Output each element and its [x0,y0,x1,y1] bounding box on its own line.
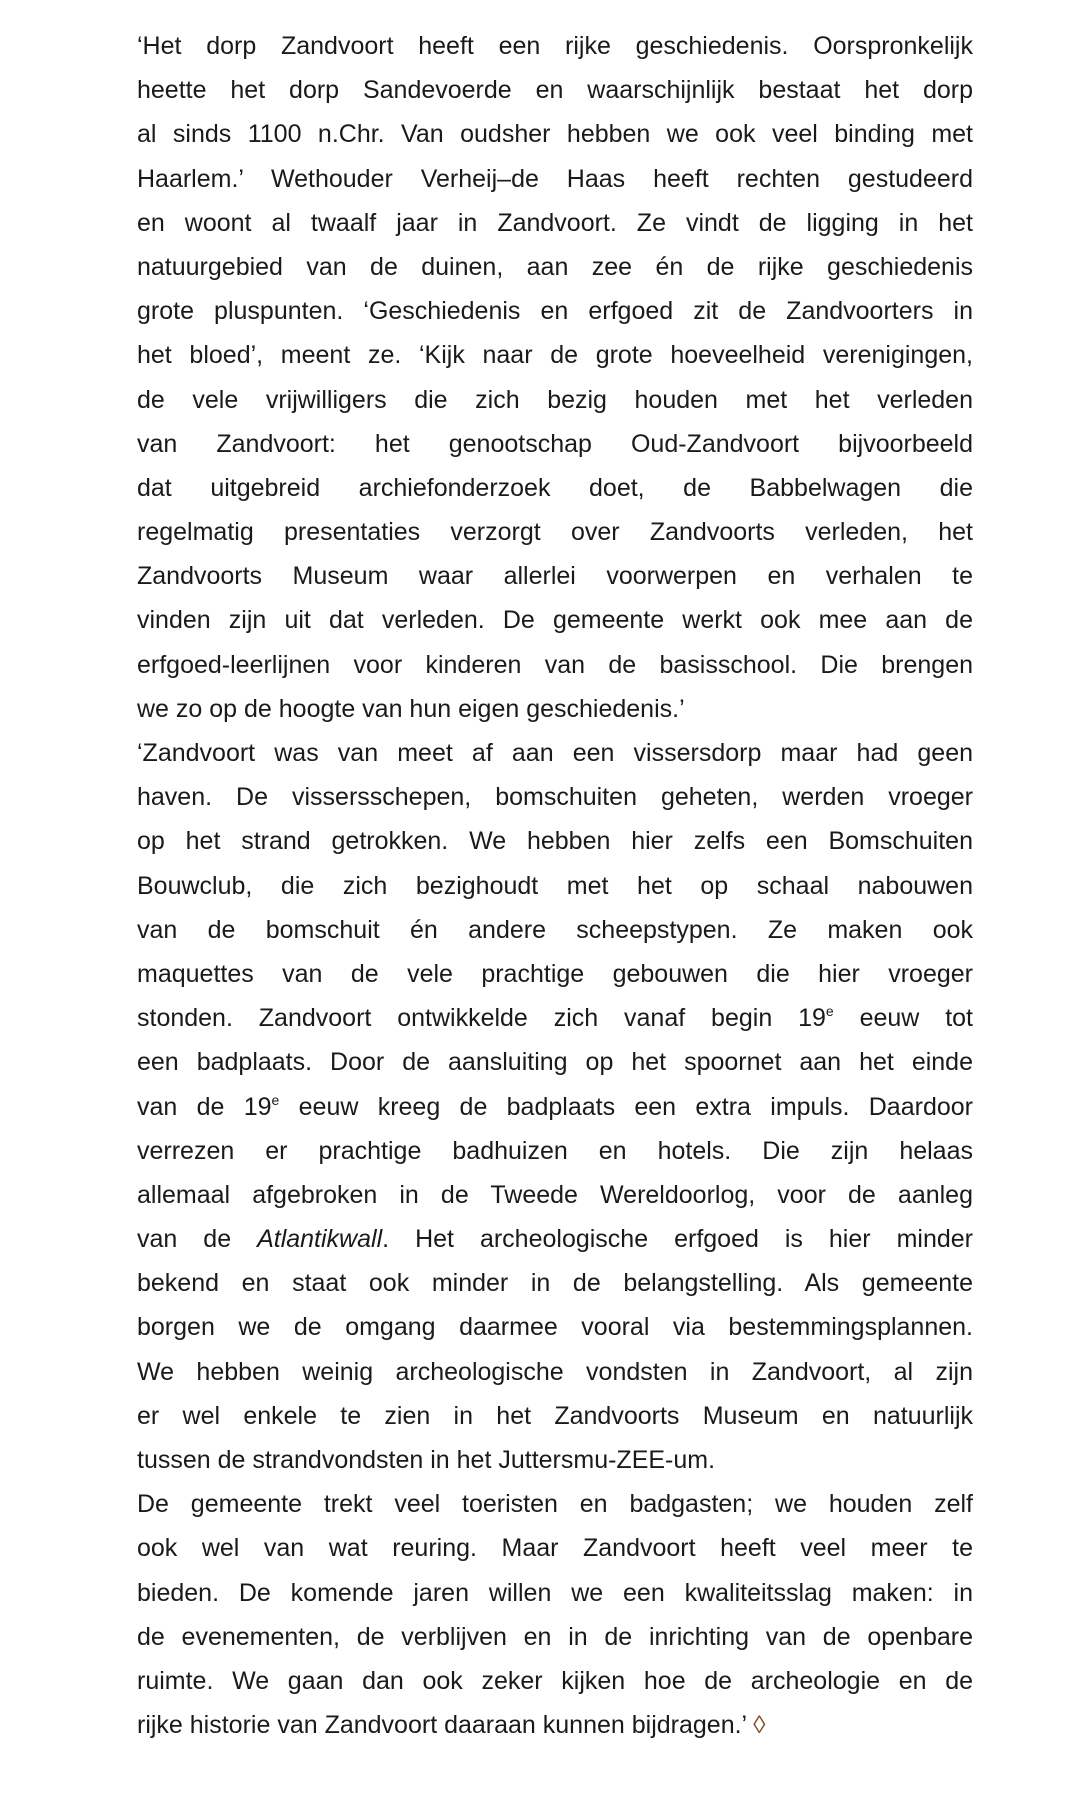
text-line: Haarlem.’ Wethouder Verheij–de Haas heeft rechten gestudeerd [137,164,973,193]
text-line: dat uitgebreid archiefonderzoek doet, de Babbelwagen die [137,473,973,502]
text-line: De gemeente trekt veel toeristen en badgasten; we houden zelf [137,1490,973,1519]
text-line: Zandvoorts Museum waar allerlei voorwerpen en verhalen te [137,562,973,591]
text-line: natuurgebied van de duinen, aan zee én de rijke geschiedenis [137,252,973,281]
superscript: e [271,1091,280,1108]
text-line: bekend en staat ook minder in de belangstelling. Als gemeente [137,1269,973,1298]
text-segment: van de [137,1225,258,1254]
text-line: allemaal afgebroken in de Tweede Wereldoorlog, voor de aanleg [137,1180,973,1209]
text-line: heette het dorp Sandevoerde en waarschijnlijk bestaat het dorp [137,76,973,105]
paragraph [137,731,973,1482]
text-segment: rijke historie van Zandvoort daaraan kunnen bijdragen.’ [137,1711,754,1740]
text-segment: stonden. Zandvoort ontwikkelde zich vanaf begin 19 [137,1004,826,1033]
text-line: maquettes van de vele prachtige gebouwen die hier vroeger [137,959,973,988]
text-segment: eeuw kreeg de badplaats een extra impuls. Daardoor [279,1092,973,1121]
text-line: bieden. De komende jaren willen we een kwaliteitsslag maken: in [137,1578,973,1607]
text-line: We hebben weinig archeologische vondsten in Zandvoort, al zijn [137,1357,973,1386]
text-line: we zo op de hoogte van hun eigen geschiedenis.’ [137,694,685,723]
text-line: en woont al twaalf jaar in Zandvoort. Ze vindt de ligging in het [137,208,973,237]
text-line: borgen we de omgang daarmee vooral via bestemmingsplannen. [137,1313,973,1342]
text-line: van Zandvoort: het genootschap Oud-Zandvoort bijvoorbeeld [137,429,973,458]
text-line: haven. De vissersschepen, bomschuiten geheten, werden vroeger [137,783,973,812]
text-line: grote pluspunten. ‘Geschiedenis en erfgoed zit de Zandvoorters in [137,297,973,326]
text-line: tussen de strandvondsten in het Juttersmu-ZEE-um. [137,1446,716,1474]
text-segment: . Het archeologische erfgoed is hier minder [382,1225,973,1254]
text-line [137,1085,973,1129]
text-line: op het strand getrokken. We hebben hier zelfs een Bomschuiten [137,827,973,856]
text-segment: eeuw tot [833,1004,973,1033]
text-line: er wel enkele te zien in het Zandvoorts Museum en natuurlijk [137,1401,973,1430]
text-line: van de bomschuit én andere scheepstypen. Ze maken ook [137,915,973,944]
text-line: Bouwclub, die zich bezighoudt met het op schaal nabouwen [137,871,973,900]
text-line: de vele vrijwilligers die zich bezig houden met het verleden [137,385,973,414]
text-line: al sinds 1100 n.Chr. Van oudsher hebben we ook veel binding met [137,120,973,149]
text-line: regelmatig presentaties verzorgt over Zandvoorts verleden, het [137,518,973,547]
text-line: vinden zijn uit dat verleden. De gemeente werkt ook mee aan de [137,606,973,635]
text-line: ‘Zandvoort was van meet af aan een vissersdorp maar had geen [137,739,973,767]
text-line: verrezen er prachtige badhuizen en hotels. Die zijn helaas [137,1136,973,1165]
paragraph [137,1482,973,1747]
text-line: ‘Het dorp Zandvoort heeft een rijke geschiedenis. Oorspronkelijk [137,32,973,60]
end-mark-icon: ◊ [753,1711,766,1740]
text-line [137,996,973,1040]
italic-text: Atlantikwall [257,1225,383,1254]
superscript: e [825,1003,834,1020]
text-line: erfgoed-leerlijnen voor kinderen van de basisschool. Die brengen [137,650,973,679]
article-body [137,24,973,1747]
text-line: de evenementen, de verblijven en in de inrichting van de openbare [137,1622,973,1651]
paragraph [137,24,973,731]
text-line: het bloed’, meent ze. ‘Kijk naar de grote hoeveelheid verenigingen, [137,341,973,370]
text-line [137,1703,973,1747]
text-line: ook wel van wat reuring. Maar Zandvoort heeft veel meer te [137,1534,973,1563]
text-line: een badplaats. Door de aansluiting op het spoornet aan het einde [137,1048,973,1077]
text-line [137,1217,973,1261]
text-line: ruimte. We gaan dan ook zeker kijken hoe de archeologie en de [137,1666,973,1695]
text-segment: van de 19 [137,1092,272,1121]
